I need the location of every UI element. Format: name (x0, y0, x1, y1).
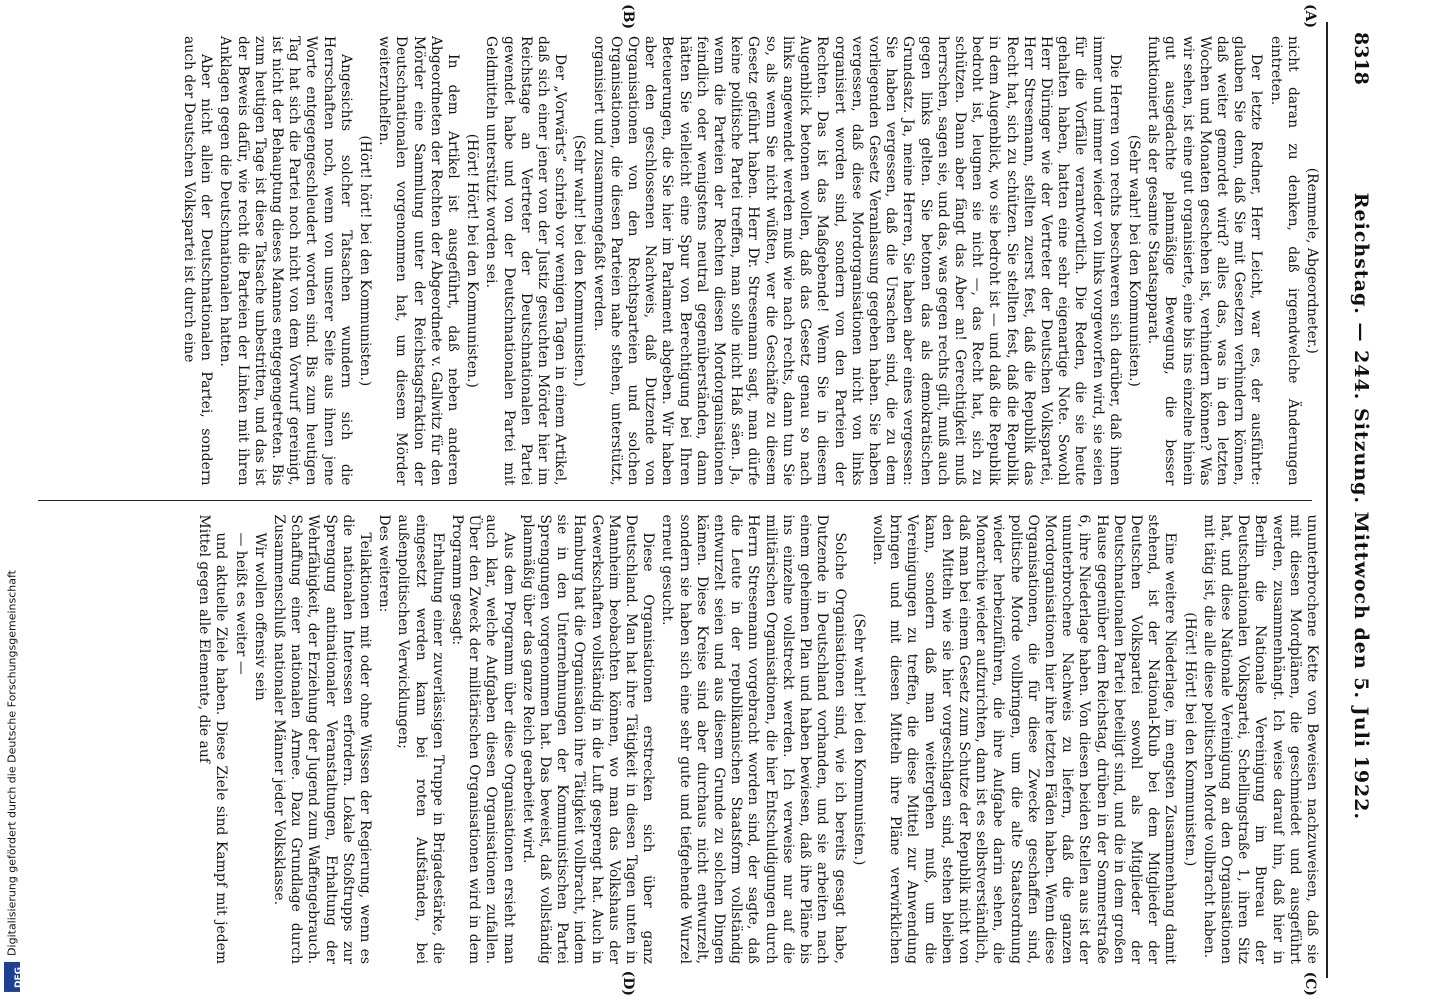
paragraph: Diese Organisationen erstrecken sich über ganz Deutschland. Man hat ihre Tätigkeit in diesen Tagen unten in Mannheim beobachten können, wo man das Volkshaus der Gewerkschaften vollständig in die Luft gesprengt hat. Auch in Hamburg hat die Organisation ihre Tätigkeit vollbracht, indem sie in den Unternehmungen der Kommunistischen Partei Sprengungen vorgenommen hat. Das beweist, daß vollständig planmäßig über das ganze Reich gearbeitet wird. (519, 514, 657, 964)
paragraph: Des weiteren: (376, 514, 393, 613)
paragraph: Der letzte Redner, Herr Leicht, war es, der ausführte: glauben Sie denn, daß Sie mit Gesetzen verhindern können, daß weiter gemordet wird? alles das, was in den letzten Wochen und Monaten geschehen ist, verhindern können? Was wir sehen, ist eine gut organisierte, eine bis ins einzelne hinein gut ausgedachte planmäßige Bewegung, die besser funktioniert als der gesamte Staatsapparat. (1145, 36, 1265, 486)
margin-marker-a: (A) (1302, 4, 1318, 29)
footer-text: Digitalisierung gefördert durch die Deutsche Forschungsgemeinschaft (5, 570, 19, 956)
paragraph: Erhaltung einer zuverlässigen Truppe in Brigadestärke, die eingesetzt werden kann bei roten Aufständen, bei außenpolitischen Verwicklungen; (395, 514, 446, 964)
paragraph: (Sehr wahr! bei den Kommunisten.) (1125, 134, 1142, 387)
paragraph: Eine weitere Niederlage, im engsten Zusammenhang damit stehend, ist der National-Klub bei dem Mitglieder der Deutschen Volkspartei sowohl als Mitglieder der Deutschnationalen Partei beteiligt sind, und die in dem großen Hause gegenüber dem Reichstag, drüben in der Sommerstraße 6, ihre Niederlage haben. Von diesen beiden Stellen aus ist der ununterbrochene Nachweis zu liefern, daß die ganzen Mordorganisationen hier ihre letzten Fäden haben. Wenn diese Organisationen, die für diese Zwecke geschaffen sind, politische Morde vollbringen, um die alte Staatsordnung wieder herbeizuführen, die ihre Aufgabe darin sehen, die Monarchie wieder aufzurichten, dann ist es selbstverständlich, daß man bei einem Gesetz zum Schutze der Republik nicht von den Mitteln wie sie hier vorgeschlagen sind, stehen bleiben kann, sondern daß man weitergehen muß, um die Vereinigungen zu treffen, die diese Mittel zur Anwendung bringen und mit diesen Mitteln ihre Pläne verwirklichen wollen. (869, 514, 1179, 964)
paragraph: nicht daran zu denken, daß irgendwelche Änderungen eintreten. (1267, 36, 1301, 486)
margin-marker-d: (D) (620, 970, 636, 996)
paragraph: (Remmele, Abgeordneter.) (1304, 167, 1320, 354)
page-title: Reichstag. — 244. Sitzung. Mittwoch den 5. Juli 1922. (1350, 192, 1372, 821)
paragraph: Aus dem Programm über diese Organisationen ersieht man auch klar, welche Aufgaben diesen Organisationen zufallen. Über den Zweck der militärischen Organisationen wird in dem Programm gesagt: (449, 514, 517, 964)
paragraph: Solche Organisationen sind, wie ich bereits gesagt habe, Dutzende in Deutschland vorhanden, und sie arbeiten nach einem geheimen Plan und haben bewiesen, daß ihre Pläne bis ins einzelne vollstreckt werden. Ich verweise nur auf die militärischen Organisationen, die hier Entschuldigungen durch Herrn Stresemann vorgebracht worden sind, der sagte, daß die Leute in der republikanischen Staatsform vollständig entwurzelt seien und aus diesem Grunde zu solchen Dingen kämen. Diese Kreise sind aber durchaus nicht entwurzelt, sondern sie haben sich eine sehr gute und tiefgehende Wurzel erneut gesucht. (659, 514, 848, 964)
margin-marker-c: (C) (1302, 971, 1318, 996)
paragraph: (Hört! hört! bei den Kommunisten.) (357, 135, 374, 387)
paragraph: (Hört! Hört! bei den Kommunisten.) (1181, 612, 1198, 867)
paragraph: Die Herren von rechts beschweren sich darüber, daß ihnen immer und immer wieder von links vorgeworfen wird, sie seien für die Vorfälle verantwortlich. Die Reden, die sie heute gehalten haben, hatten eine sehr eigenartige Note. Sowohl Herr Düringer wie der Vertreter der Deutschen Volkspartei, Herr Stresemann, stellten zuerst fest, daß die Republik das Recht hat, sich zu schützen. Sie stellten fest, daß die Republik in dem Augenblick, wo sie bedroht ist — und daß die Republik bedroht ist, leugnen sie nicht —, das Recht hat, sich zu schützen. Dann aber fängt das Aber an! Gerechtigkeit muß herrschen, sagen sie, und das, was gegen rechts gilt, muß auch gegen links gelten. Sie betonen das als demokratischen Grundsatz. Ja, meine Herren, Sie haben aber eines vergessen: Sie haben vergessen, daß die Ursachen sind, die zu dem vorliegenden Gesetz Veranlassung gegeben haben. Sie haben vergessen, daß diese Mordorganisationen nicht von links organisiert worden sind, sondern von den Parteien der Rechten. Das ist das Maßgebende! Wenn Sie in diesem Augenblick betonen wollen, daß das Gesetz genau so nach links angewendet werden muß wie nach rechts, dann tun Sie so, als wenn Sie nicht wüßten, wer die Geschäfte zu diesem Gesetz geführt haben. Herr Dr. Stresemann sagt, man dürfe keine politische Partei treffen, man solle nicht Haß säen. Ja, wenn die Parteien der Rechten diesen Mordorganisationen feindlich oder wenigstens neutral gegenüberständen, dann hätten Sie vielleicht eine Spur von Berechtigung bei Ihren Beteuerungen, die Sie hier im Parlament abgeben. Wir haben aber den geschlossenen Nachweis, daß Dutzende von Organisationen von den Rechtsparteien und solchen Organisationen, die diesen Parteien nahe stehen, unterstützt, organisiert und zusammengefaßt werden. (590, 36, 1123, 486)
dfg-logo: DFG (4, 962, 20, 992)
text-columns (30, 4, 1326, 996)
paragraph: — heißt es weiter — (232, 532, 249, 675)
paragraph: Teilaktionen mit oder ohne Wissen der Regierung, wenn es die nationalen Interessen erfordern. Lokale Stoßtrupps zur Sprengung antinationaler Veranstaltungen, Erhaltung der Wehrfähigkeit, der Erziehung der Jugend zum Waffengebrauch. Schaffung einer nationalen Armee. Dazu Grundlage durch Zusammenschluß nationaler Männer jeder Volksklasse. (271, 514, 374, 964)
paragraph: In dem Artikel ist ausgeführt, daß neben anderen Abgeordneten der Rechten der Abgeordnete v. Gallwitz für den Mörder eine Sammlung unter der Reichstagsfraktion der Deutschnationalen vorgenommen hat, um diesem Mörder weiterzuhelfen. (376, 36, 462, 486)
paragraph: Angesichts solcher Tatsachen wundern sich die Herrschaften noch, wenn von unserer Seite aus ihnen jene Worte entgegengeschleudert worden sind. Bis zum heutigen Tag hat sich die Partei noch nicht von dem Vorwurf gereinigt, ist nicht der Behauptung dieses Mannes entgegengetreten. Bis zum heutigen Tage ist diese Tatsache unbestritten, und das ist der Beweis dafür, wie recht die Parteien der Linken mit ihren Anklagen gegen die Deutschnationalen hatten. (217, 36, 354, 486)
paragraph: Aber nicht allein der Deutschnationalen Partei, sondern auch der Deutschen Volkspartei ist durch eine (181, 36, 215, 486)
page-header (1326, 22, 1400, 978)
margin-marker-b: (B) (620, 4, 636, 30)
paragraph: (Sehr wahr! bei den Kommunisten.) (571, 134, 588, 387)
right-column (30, 501, 1320, 979)
paragraph: (Sehr wahr! bei den Kommunisten.) (850, 613, 867, 866)
paragraph: Der „Vorwärts“ schrieb vor wenigen Tagen in einem Artikel, daß sich einer jener von der Justiz gesuchten Mörder hier im Reichstage an Vertreter der Deutschnationalen Partei gewendet habe und von der Deutschnationalen Partei mit Geldmitteln unterstützt worden sei. (483, 36, 569, 486)
left-column (30, 22, 1320, 500)
paragraph: (Hört! Hört! bei den Kommunisten.) (464, 133, 481, 388)
paragraph: und aktuelle Ziele haben. Diese Ziele sind Kampf mit jedem Mittel gegen alle Elemente, die auf (196, 514, 230, 964)
page-number: 8318 (1350, 32, 1372, 85)
footer (4, 570, 24, 992)
paragraph: Wir wollen offensiv sein (251, 532, 268, 701)
paragraph: ununterbrochene Kette von Beweisen nachzuweisen, daß sie mit diesen Mordplänen, die geschmiedet und ausgeführt werden, zusammenhängt. Ich weise darauf hin, daß hier in Berlin die Nationale Vereinigung im Bureau der Deutschnationalen Volkspartei, Schellingstraße 1, ihren Sitz hat, und diese Nationale Vereinigung an den Organisationen mit tätig ist, die alle diese politischen Morde vollbracht haben. (1200, 514, 1320, 964)
